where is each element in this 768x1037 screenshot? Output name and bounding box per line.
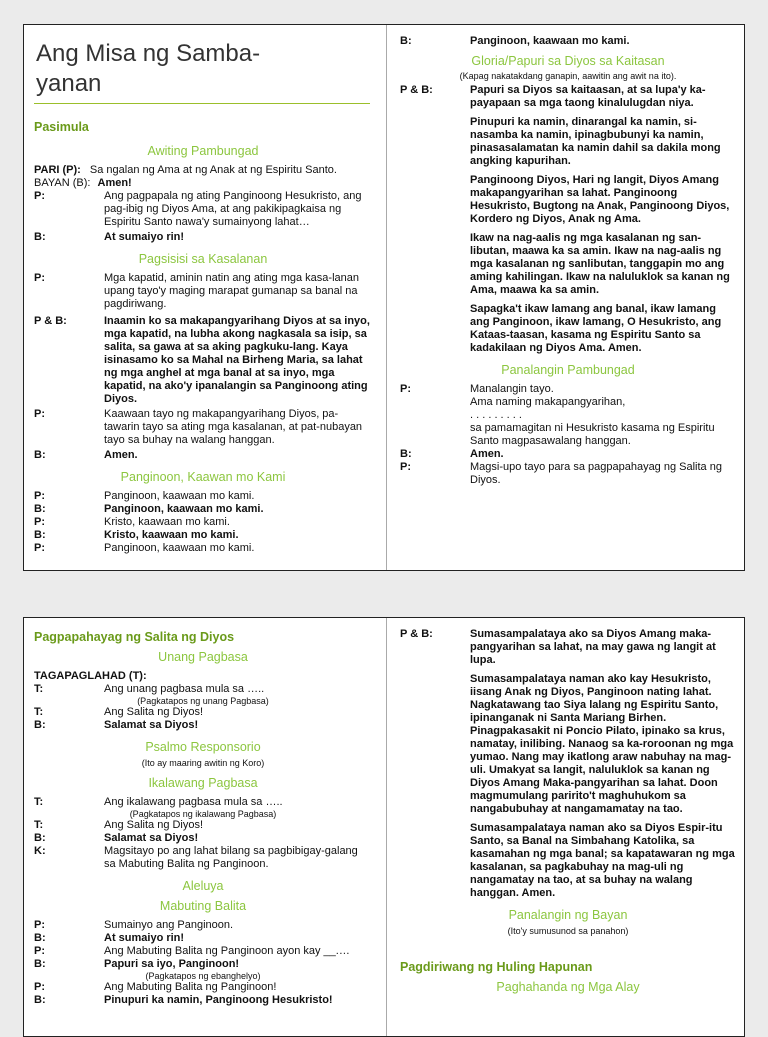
dialogue-row bbox=[34, 981, 372, 994]
speaker-label: PARI (P): bbox=[34, 164, 81, 176]
bayan-line bbox=[34, 177, 372, 190]
section-pagpapahayag: Pagpapahayag ng Salita ng Diyos bbox=[34, 630, 235, 644]
document-title bbox=[36, 39, 372, 99]
dialogue-row bbox=[400, 84, 736, 110]
dialogue-text: Amen. bbox=[470, 448, 504, 460]
dialogue-row bbox=[34, 315, 372, 406]
dialogue-text: Papuri sa iyo, Panginoon! bbox=[104, 958, 240, 970]
tagapaglahad-label: TAGAPAGLAHAD (T): bbox=[34, 670, 147, 682]
speaker-label: P: bbox=[34, 272, 45, 284]
heading-unang-pagbasa: Unang Pagbasa bbox=[158, 650, 248, 664]
speaker-label: T: bbox=[34, 706, 44, 718]
title-underline bbox=[34, 103, 370, 104]
dialogue-text: Salamat sa Diyos! bbox=[104, 832, 199, 844]
dialogue-row bbox=[34, 832, 372, 845]
prayer-line: Manalangin tayo. bbox=[470, 383, 554, 395]
dialogue-text: Ang Salita ng Diyos! bbox=[104, 706, 204, 718]
speaker-label: B: bbox=[34, 958, 46, 970]
bayan-note: (Ito'y sumusunod sa panahon) bbox=[507, 926, 629, 936]
heading-ikalawang-pagbasa: Ikalawang Pagbasa bbox=[148, 776, 258, 790]
pari-line bbox=[34, 164, 372, 177]
psalmo-note: (Ito ay maaring awitin ng Koro) bbox=[141, 758, 265, 768]
gospel-dialogue bbox=[34, 919, 372, 1007]
speaker-label: B: bbox=[400, 35, 412, 47]
column-divider bbox=[386, 618, 387, 1036]
speaker-label: P: bbox=[34, 919, 45, 931]
dialogue-row bbox=[34, 272, 372, 311]
dialogue-text: At sumaiyo rin! bbox=[104, 932, 185, 944]
speaker-label: P: bbox=[400, 461, 411, 473]
speaker-label: P: bbox=[34, 945, 45, 957]
dialogue-row bbox=[400, 35, 736, 48]
gloria-paragraph: Ikaw na nag-aalis ng mga kasalanan ng san-libutan, maawa ka sa amin. Ikaw na nag-aalis ng mga kasalanan ng sanlibutan, tanggapin mo ang aming kahilingan. Ikaw na naluluklok sa kanan ng Ama, maawa ka sa amin. bbox=[470, 232, 730, 296]
prayer-line: Ama naming makapangyarihan, bbox=[470, 396, 626, 408]
dialogue-row bbox=[34, 516, 372, 529]
gospel-note: (Pagkatapos ng ebanghelyo) bbox=[145, 971, 261, 981]
dialogue-text: Amen! bbox=[97, 177, 132, 189]
dialogue-text: Panginoon, kaawaan mo kami. bbox=[470, 35, 630, 47]
dialogue-text: Ang ikalawang pagbasa mula sa ….. bbox=[104, 796, 283, 808]
speaker-label: P: bbox=[34, 490, 45, 502]
dialogue-row bbox=[34, 542, 372, 555]
page-one bbox=[23, 24, 745, 571]
kyrie-list bbox=[34, 490, 372, 555]
heading-awiting-pambungad: Awiting Pambungad bbox=[147, 144, 259, 158]
speaker-label: P & B: bbox=[400, 84, 433, 96]
dialogue-text: Panginoon, kaawaan mo kami. bbox=[104, 503, 264, 515]
speaker-label: P & B: bbox=[34, 315, 67, 327]
speaker-label: P: bbox=[34, 981, 45, 993]
dialogue-row bbox=[34, 190, 372, 229]
dialogue-row bbox=[34, 994, 372, 1007]
dialogue-row bbox=[400, 448, 736, 461]
speaker-label: B: bbox=[34, 994, 46, 1006]
dialogue-text: Salamat sa Diyos! bbox=[104, 719, 199, 731]
gloria-paragraph: Sapagka't ikaw lamang ang banal, ikaw lamang ang Panginoon, ikaw lamang, O Hesukristo, ang Kataas-taasan, kasama ng Espiritu Santo sa kadakilaan ng Diyos Ama. Amen. bbox=[470, 303, 722, 354]
reading-note: (Pagkatapos ng ikalawang Pagbasa) bbox=[129, 809, 277, 819]
dialogue-row bbox=[34, 529, 372, 542]
dialogue-text: Ang Salita ng Diyos! bbox=[104, 819, 204, 831]
page-two-right-column bbox=[400, 618, 736, 994]
dialogue-text: Sa ngalan ng Ama at ng Anak at ng Espiritu Santo. bbox=[89, 164, 337, 176]
speaker-label: P: bbox=[34, 190, 45, 202]
dialogue-row bbox=[400, 461, 736, 487]
speaker-label: P: bbox=[34, 542, 45, 554]
heading-pagsisisi: Pagsisisi sa Kasalanan bbox=[138, 252, 268, 266]
heading-aleluya: Aleluya bbox=[182, 879, 224, 893]
dialogue-text: Pinupuri ka namin, Panginoong Hesukristo! bbox=[104, 994, 333, 1006]
dialogue-row bbox=[34, 945, 372, 958]
dialogue-text: Magsitayo po ang lahat bilang sa pagbibigay-galang sa Mabuting Balita ng Panginoon. bbox=[104, 845, 358, 870]
heading-gloria: Gloria/Papuri sa Diyos sa Kaitasan bbox=[471, 54, 665, 68]
dialogue-text: Sumasampalataya ako sa Diyos Amang maka-pangyarihan sa lahat, na may gawa ng langit at lupa. bbox=[470, 628, 716, 666]
dialogue-row bbox=[400, 628, 736, 667]
dialogue-row bbox=[34, 449, 372, 462]
speaker-label: B: bbox=[34, 503, 46, 515]
dialogue-row bbox=[34, 490, 372, 503]
dialogue-row bbox=[34, 919, 372, 932]
dialogue-row bbox=[34, 819, 372, 832]
dialogue-row bbox=[34, 796, 372, 809]
dialogue-row bbox=[34, 683, 372, 696]
title-line-2: yanan bbox=[36, 70, 102, 97]
speaker-label: T: bbox=[34, 683, 44, 695]
speaker-label: B: bbox=[34, 449, 46, 461]
column-divider bbox=[386, 25, 387, 570]
dialogue-text: At sumaiyo rin! bbox=[104, 231, 185, 243]
speaker-label: T: bbox=[34, 819, 44, 831]
speaker-label: P: bbox=[34, 408, 45, 420]
creed-paragraph: Sumasampalataya naman ako kay Hesukristo, iisang Anak ng Diyos, Panginoon nating lahat. Nagkatawang tao Siya lalang ng Espiritu Santo, ipinanganak ni Santa Mariang Birhen. Pinagpakasakit ni Poncio Pilato, ipinako sa krus, namatay, inilibing. Nanaog sa ka-roroonan ng mga yumao. Nang may ikatlong araw nabuhay na mag-uli. Umakyat sa langit, naluluklok sa kanan ng Diyos Amang Maka-pangyarihan sa lahat. Doon magmumulang paririto't maghuhukom sa nangabubuhay at nangamamatay na tao. bbox=[470, 673, 734, 815]
speaker-label: P: bbox=[34, 516, 45, 528]
title-line-1: Ang Misa ng Samba- bbox=[36, 40, 261, 67]
speaker-label: P & B: bbox=[400, 628, 433, 640]
heading-paghahanda: Paghahanda ng Mga Alay bbox=[496, 980, 640, 994]
heading-kaawan: Panginoon, Kaawan mo Kami bbox=[120, 470, 286, 484]
page-one-left-column bbox=[34, 25, 372, 555]
speaker-label: B: bbox=[34, 529, 46, 541]
page-one-right-column bbox=[400, 25, 736, 487]
dialogue-text bbox=[470, 383, 736, 448]
dialogue-text: Mga kapatid, aminin natin ang ating mga kasa-lanan upang tayo'y maging marapat gumanap sa banal na pagdiriwang. bbox=[104, 272, 359, 310]
speaker-label: B: bbox=[34, 932, 46, 944]
dialogue-row bbox=[34, 719, 372, 732]
speaker-label: B: bbox=[34, 832, 46, 844]
dialogue-text: Kaawaan tayo ng makapangyarihang Diyos, pa-tawarin tayo sa ating mga kasalanan, at pat-nubayan tayo sa buhay na walang hanggan. bbox=[104, 408, 363, 446]
dialogue-text: Ang Mabuting Balita ng Panginoon ayon kay __.… bbox=[104, 945, 350, 957]
gloria-paragraph: Pinupuri ka namin, dinarangal ka namin, si-nasamba ka namin, ipinagbubunyi ka namin, pinasasalamatan ka namin dahil sa dakila mong angking kapurihan. bbox=[470, 116, 721, 167]
prayer-line: . . . . . . . . . bbox=[470, 409, 522, 421]
dialogue-text: Panginoon, kaawaan mo kami. bbox=[104, 490, 255, 502]
heading-panalangin-pambungad: Panalangin Pambungad bbox=[501, 363, 635, 377]
dialogue-text: Panginoon, kaawaan mo kami. bbox=[104, 542, 255, 554]
dialogue-text: Kristo, kaawaan mo kami. bbox=[104, 516, 230, 528]
section-pasimula: Pasimula bbox=[34, 120, 89, 134]
speaker-label: T: bbox=[34, 796, 44, 808]
reading-note: (Pagkatapos ng unang Pagbasa) bbox=[137, 696, 269, 706]
dialogue-text: Sumainyo ang Panginoon. bbox=[104, 919, 234, 931]
heading-psalmo: Psalmo Responsorio bbox=[145, 740, 261, 754]
dialogue-text: Ang unang pagbasa mula sa ….. bbox=[104, 683, 265, 695]
dialogue-text: Kristo, kaawaan mo kami. bbox=[104, 529, 239, 541]
dialogue-row bbox=[34, 845, 372, 871]
speaker-label: B: bbox=[34, 231, 46, 243]
dialogue-text: Ang pagpapala ng ating Panginoong Hesukristo, ang pag-ibig ng Diyos Ama, at ang pakikipagkaisa ng Espiritu Santo nawa'y sumainyong lahat… bbox=[104, 190, 362, 228]
gloria-paragraph: Panginoong Diyos, Hari ng langit, Diyos Amang makapangyarihan sa lahat. Panginoong Hesukristo, Bugtong na Anak, Panginoong Diyos, Kordero ng Diyos, Anak ng Ama. bbox=[470, 174, 730, 225]
dialogue-text: Amen. bbox=[104, 449, 138, 461]
speaker-label: B: bbox=[34, 719, 46, 731]
heading-mabuting-balita: Mabuting Balita bbox=[159, 899, 247, 913]
dialogue-row bbox=[34, 706, 372, 719]
page-two bbox=[23, 617, 745, 1037]
section-huling-hapunan: Pagdiriwang ng Huling Hapunan bbox=[400, 960, 593, 974]
dialogue-row bbox=[400, 383, 736, 448]
speaker-label: P: bbox=[400, 383, 411, 395]
dialogue-row bbox=[34, 932, 372, 945]
speaker-label: K: bbox=[34, 845, 46, 857]
dialogue-text: Inaamin ko sa makapangyarihang Diyos at sa inyo, mga kapatid, na lubha akong nagkasala sa isip, sa salita, sa gawa at sa aking pagkuku-lang. Kaya isinasamo ko sa Mahal na Birheng Maria, sa lahat ng mga anghel at mga banal at sa inyo, mga kapatid, na ako'y ipanalangin sa Panginoong ating Diyos. bbox=[104, 315, 370, 405]
dialogue-text: Papuri sa Diyos sa kaitaasan, at sa lupa'y ka-payapaan sa mga taong kinalulugdan niya. bbox=[470, 84, 706, 109]
speaker-label: BAYAN (B): bbox=[34, 177, 91, 189]
speaker-label: B: bbox=[400, 448, 412, 460]
dialogue-text: Magsi-upo tayo para sa pagpapahayag ng Salita ng Diyos. bbox=[470, 461, 722, 486]
gloria-note: (Kapag nakatakdang ganapin, aawitin ang awit na ito). bbox=[459, 71, 677, 81]
dialogue-row bbox=[34, 231, 372, 244]
prayer-line: sa pamamagitan ni Hesukristo kasama ng Espiritu Santo magpasawalang hanggan. bbox=[470, 422, 715, 447]
dialogue-text: Ang Mabuting Balita ng Panginoon! bbox=[104, 981, 277, 993]
dialogue-row bbox=[34, 958, 372, 971]
dialogue-row bbox=[34, 408, 372, 447]
heading-panalangin-ng-bayan: Panalangin ng Bayan bbox=[508, 908, 628, 922]
creed-paragraph: Sumasampalataya naman ako sa Diyos Espir-itu Santo, sa Banal na Simbahang Katolika, sa kasamahan ng mga banal; sa kapatawaran ng mga kasalanan, sa pagkabuhay na mag-uli ng nangamatay na tao, at sa buhay na walang hanggan. Amen. bbox=[470, 822, 735, 899]
dialogue-row bbox=[34, 503, 372, 516]
page-two-left-column bbox=[34, 618, 372, 1007]
